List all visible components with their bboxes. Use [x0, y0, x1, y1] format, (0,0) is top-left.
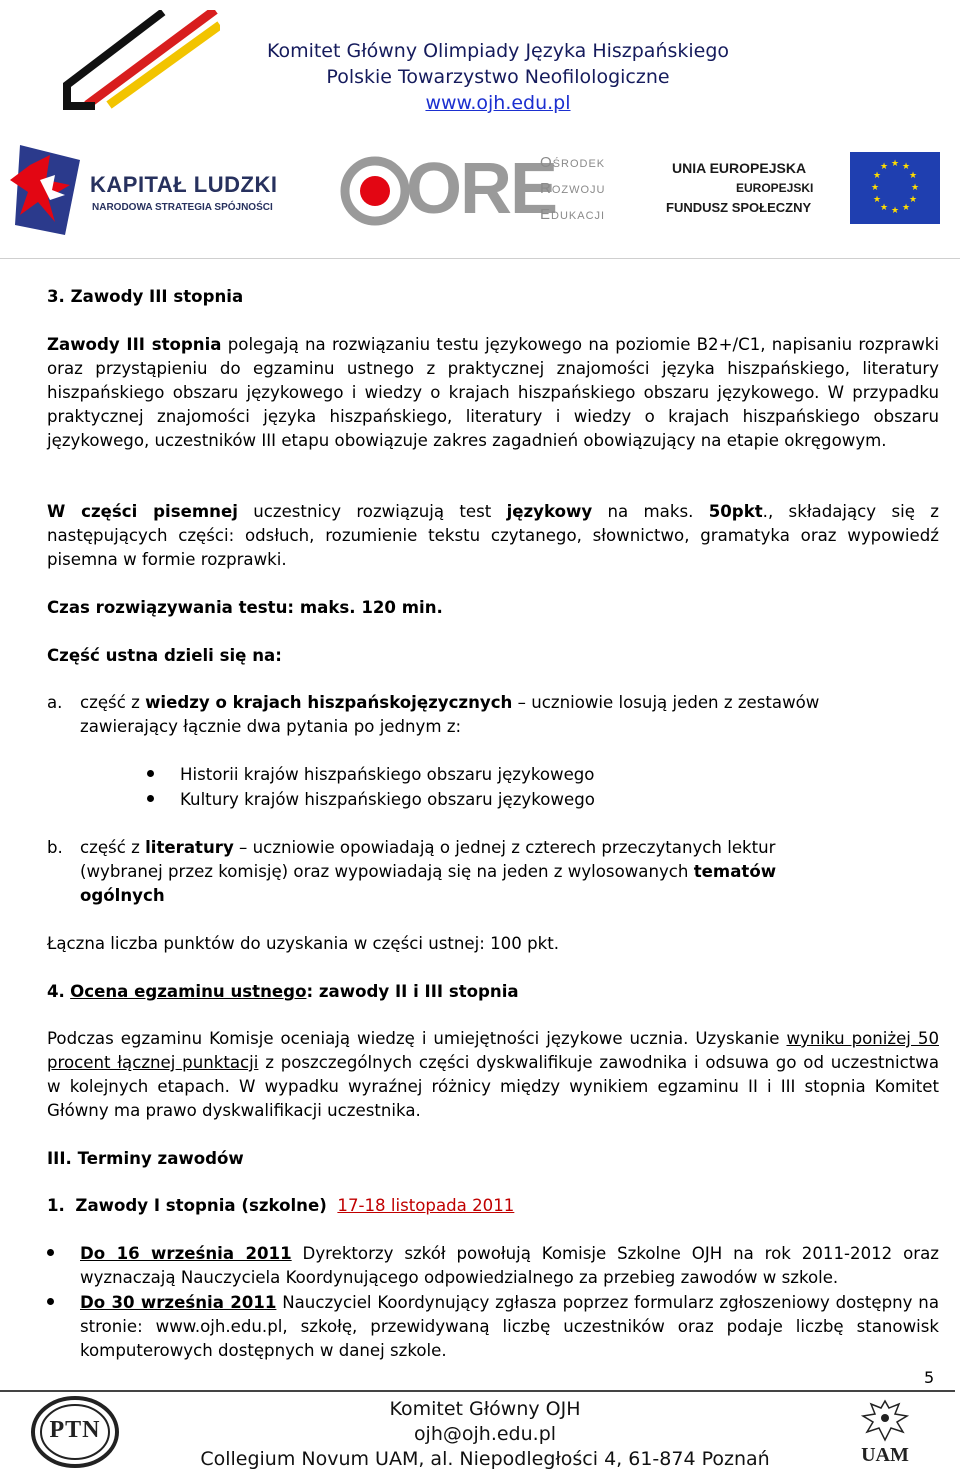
section-4-heading: 4. Ocena egzaminu ustnego: zawody II i III stopnia	[47, 982, 519, 1001]
eu-line-2: EUROPEJSKI	[736, 181, 814, 195]
ore-text	[406, 146, 556, 232]
section-3-heading: 3. Zawody III stopnia	[47, 287, 244, 306]
header-title: Komitet Główny Olimpiady Języka Hiszpańskiego	[266, 40, 730, 62]
footer-line-2: ojh@ojh.edu.pl	[413, 1423, 557, 1445]
svg-text:★: ★	[909, 171, 918, 181]
eu-line-1: UNIA EUROPEJSKA	[672, 160, 807, 176]
svg-text:★: ★	[909, 195, 918, 205]
kapital-ludzki-subtitle: NARODOWA STRATEGIA SPÓJNOŚCI	[92, 202, 273, 213]
header-website-link[interactable]: www.ojh.edu.pl	[425, 92, 571, 114]
test-time: Czas rozwiązywania testu: maks. 120 min.	[47, 598, 443, 617]
ore-letters: ORE	[406, 149, 557, 229]
svg-text:★: ★	[911, 183, 920, 193]
bullet-dot	[47, 1249, 54, 1256]
section-4-paragraph: Podczas egzaminu Komisje oceniają wiedzę i umiejętności językowe ucznia. Uzyskanie wyniku poniżej 50 procent łącznej punktacji z poszczególnych części dyskwalifikuje zawodnika i odsuwa go od uczestnictwa w kolejnych etapach. W wypadku wyraźnej różnicy między wynikiem egzaminu II i III stopnia Komitet Główny ma prawo dyskwalifikacji uczestnika.	[47, 1029, 940, 1120]
oral-item-b: część z literatury – uczniowie opowiadają o jednej z czterech przeczytanych lektur (wybranej przez komisję) oraz wypowiadają się na jeden z wylosowanych tematów ogólnych	[80, 838, 777, 905]
svg-text:★: ★	[902, 203, 911, 213]
oral-item-a-label: a.	[47, 693, 63, 712]
footer-line-3: Collegium Novum UAM, al. Niepodległości 4, 61-874 Poznań	[200, 1448, 770, 1470]
bullet-dot	[147, 770, 154, 777]
eu-line-3: FUNDUSZ SPOŁECZNY	[666, 200, 812, 215]
oral-item-a: część z wiedzy o krajach hiszpańskojęzycznych – uczniowie losują jeden z zestawów zawierający łącznie dwa pytania po jednym z:	[80, 693, 820, 736]
ptn-letters: PTN	[49, 1417, 101, 1443]
bullet-item-1: Historii krajów hiszpańskiego obszaru językowego	[180, 765, 595, 784]
kapital-ludzki-logo	[10, 140, 300, 240]
bullet-dot	[147, 795, 154, 802]
stage-1-date: 17-18 listopada 2011	[337, 1196, 515, 1215]
oral-item-b-label: b.	[47, 838, 63, 857]
svg-text:★: ★	[891, 159, 900, 169]
deadline-item-2: Do 30 września 2011 Nauczyciel Koordynujący zgłasza poprzez formularz zgłoszeniowy dostępny na stronie: www.ojh.edu.pl, szkołę, przewidywaną liczbę uczestników oraz podaje liczbę stanowisk komputerowych dostępnych w danej szkole.	[80, 1293, 939, 1360]
uam-letters: UAM	[861, 1444, 909, 1466]
kapital-ludzki-star-icon	[10, 140, 90, 240]
svg-text:★: ★	[873, 171, 882, 181]
p1-text: polegają na rozwiązaniu testu językowego na poziomie B2+/C1, napisaniu rozprawki oraz przystąpieniu do egzaminu ustnego z praktycznej znajomości języka hiszpańskiego, literatury hiszpańskiego obszaru językowego i wiedzy o krajach hiszpańskiego obszaru językowego. W przypadku praktycznej znajomości języka hiszpańskiego, literatury i wiedzy o krajach hiszpańskiego obszaru językowego, uczestników III etapu obowiązuje zakres zagadnień obowiązujący na etapie okręgowym.	[47, 335, 939, 450]
ore-name-1: Ośrodek	[540, 154, 606, 171]
svg-text:★: ★	[891, 206, 900, 216]
section-3-paragraph-2: W części pisemnej uczestnicy rozwiązują test językowy na maks. 50pkt., składający się z następujących części: odsłuch, rozumienie tekstu czytanego, słownictwo, gramatyka oraz wypowiedź pisemna w formie rozprawki.	[47, 502, 939, 569]
bullet-item-2: Kultury krajów hiszpańskiego obszaru językowego	[180, 790, 595, 809]
svg-text:★: ★	[902, 162, 911, 172]
ore-logo	[340, 148, 620, 233]
kapital-ludzki-title: KAPITAŁ LUDZKI	[90, 172, 278, 197]
page-number: 5	[924, 1368, 935, 1387]
svg-text:★: ★	[873, 195, 882, 205]
ptn-logo	[30, 1395, 120, 1470]
stage-1-heading: 1. Zawody I stopnia (szkolne) 17-18 listopada 2011	[47, 1196, 515, 1215]
section-3-paragraph-1	[47, 333, 939, 453]
footer-line-1: Komitet Główny OJH	[389, 1398, 581, 1420]
header-website-wrap	[248, 90, 748, 116]
eu-logo	[664, 152, 944, 227]
oral-total-points: Łączna liczba punktów do uzyskania w części ustnej: 100 pkt.	[47, 934, 559, 953]
p1-bold: Zawody III stopnia	[47, 335, 222, 354]
uam-eagle-icon	[855, 1396, 915, 1446]
section-III-heading: III. Terminy zawodów	[47, 1149, 244, 1168]
bullet-dot	[47, 1298, 54, 1305]
eu-flag-icon	[850, 152, 940, 224]
olympiad-logo	[55, 10, 220, 115]
footer-divider	[0, 1390, 955, 1392]
oral-heading: Część ustna dzieli się na:	[47, 646, 282, 665]
svg-text:★: ★	[880, 203, 889, 213]
header-subtitle: Polskie Towarzystwo Neofilologiczne	[326, 66, 670, 88]
deadline-item-1: Do 16 września 2011 Dyrektorzy szkół powołują Komisje Szkolne OJH na rok 2011-2012 oraz wyznaczają Nauczyciela Koordynującego odpowiedzialnego za przebieg zawodów w szkole.	[80, 1244, 939, 1287]
svg-text:★: ★	[880, 162, 889, 172]
ore-o-icon	[340, 156, 410, 226]
ore-name-2: Rozwoju	[540, 180, 606, 197]
header-divider	[0, 258, 960, 259]
ore-name-3: Edukacji	[540, 206, 606, 223]
svg-text:★: ★	[871, 183, 880, 193]
uam-logo	[855, 1396, 915, 1471]
